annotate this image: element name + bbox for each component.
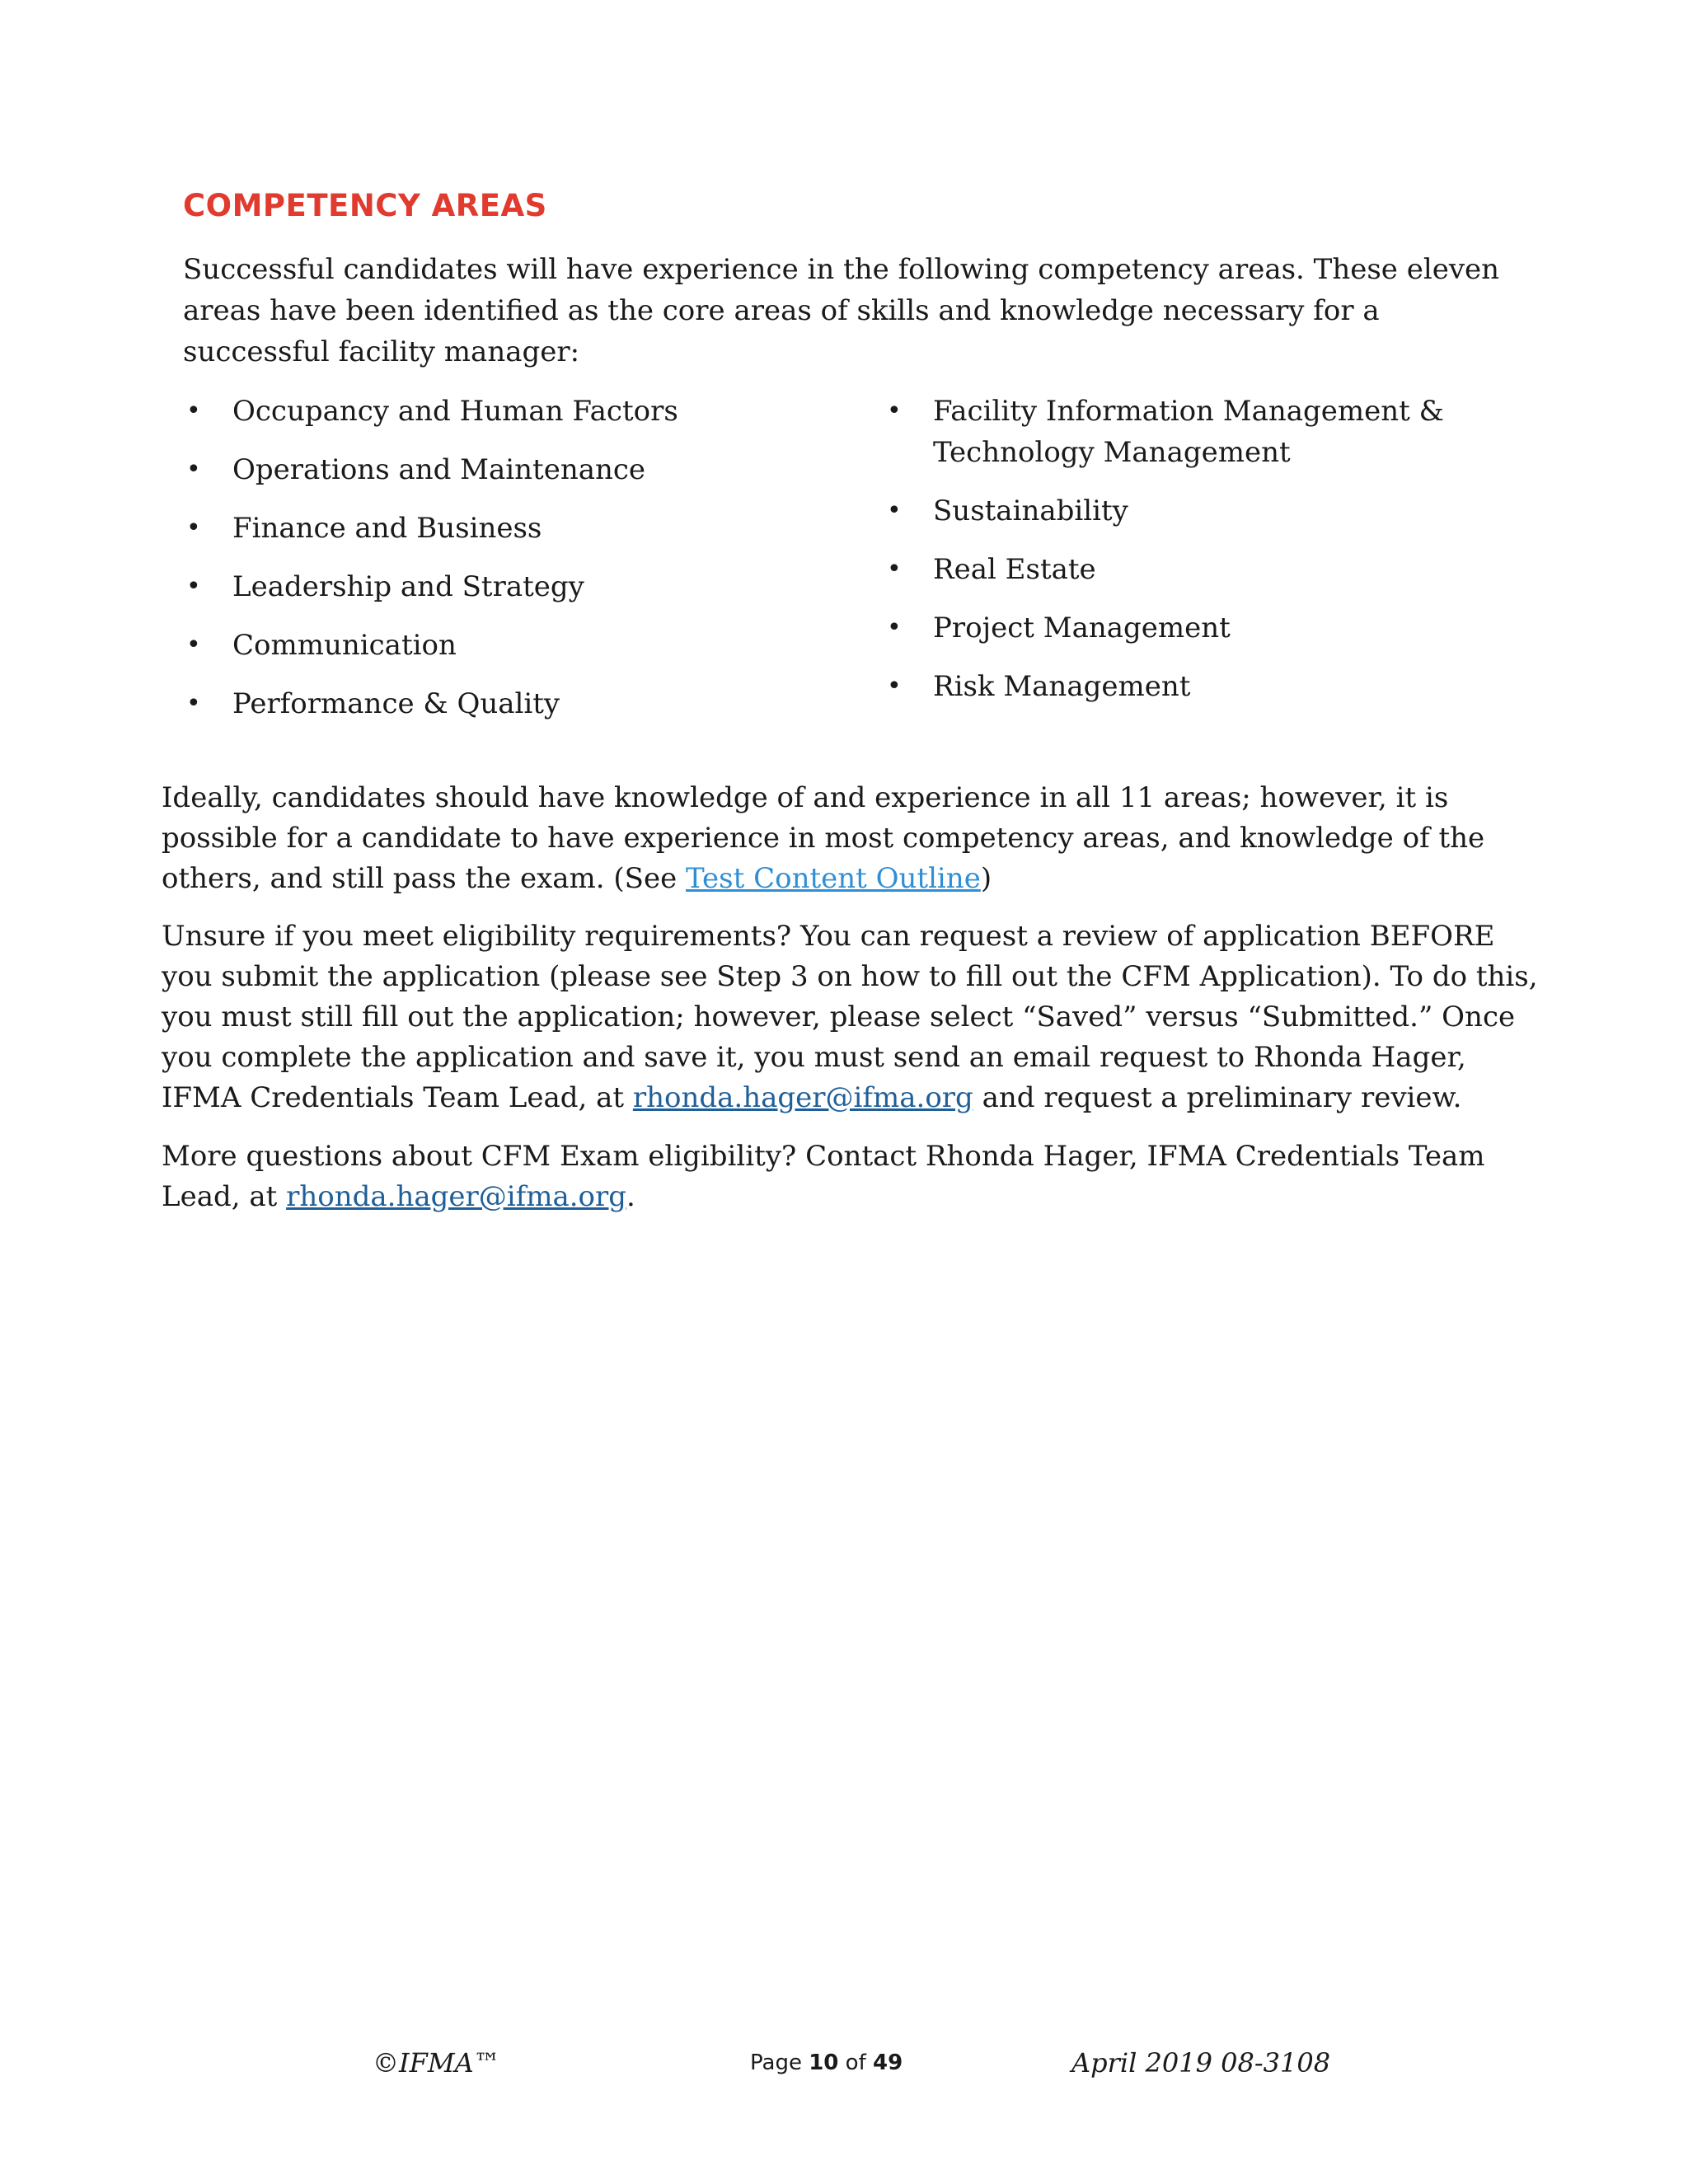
list-item	[884, 391, 1526, 473]
intro-paragraph: Successful candidates will have experience in the following competency areas. These eleven areas have been identified as the core areas of skills and knowledge necessary for a successful facility manager:	[183, 253, 1500, 368]
list-item-label: Occupancy and Human Factors	[232, 395, 678, 428]
list-item	[884, 607, 1526, 649]
competency-list-left	[183, 391, 842, 742]
page-current: 10	[809, 2050, 839, 2075]
questions-paragraph	[162, 1137, 1546, 1217]
review-paragraph	[162, 916, 1546, 1118]
list-item-label: Operations and Maintenance	[232, 453, 646, 486]
email-link[interactable]: rhonda.hager@ifma.org	[632, 1081, 973, 1114]
list-item	[183, 683, 842, 724]
bullet-icon: •	[186, 572, 201, 601]
list-item-label: Finance and Business	[232, 512, 542, 545]
paragraph-tail: .	[626, 1180, 635, 1213]
paragraph-text: More questions about CFM Exam eligibility? Contact Rhonda Hager, IFMA Credentials Team Lead, at	[162, 1140, 1485, 1213]
list-item	[183, 391, 842, 432]
test-content-outline-link[interactable]: Test Content Outline	[686, 862, 981, 895]
bullet-icon: •	[887, 555, 902, 583]
bullet-icon: •	[186, 630, 201, 659]
bullet-icon: •	[186, 396, 201, 425]
list-item	[183, 449, 842, 490]
bullet-icon: •	[186, 513, 201, 542]
bullet-icon: •	[887, 496, 902, 525]
competency-list-right	[884, 391, 1526, 724]
page-of: of	[845, 2050, 866, 2075]
list-item-label: Real Estate	[933, 553, 1096, 586]
list-item	[183, 625, 842, 666]
bullet-icon: •	[887, 613, 902, 642]
page-total: 49	[873, 2050, 903, 2075]
paragraph-tail: and request a preliminary review.	[973, 1081, 1462, 1114]
section-heading: COMPETENCY AREAS	[183, 188, 547, 223]
email-link[interactable]: rhonda.hager@ifma.org	[286, 1180, 627, 1213]
footer-copyright: ©IFMA™	[373, 2047, 500, 2079]
bullet-icon: •	[887, 396, 902, 425]
list-item	[183, 508, 842, 549]
page-footer	[0, 2047, 1688, 2088]
eligibility-paragraph	[162, 778, 1546, 899]
list-item	[884, 666, 1526, 707]
list-item-label: Leadership and Strategy	[232, 570, 584, 603]
bullet-icon: •	[186, 455, 201, 484]
list-item-label: Facility Information Management & Technology Management	[933, 395, 1444, 469]
list-item-label: Risk Management	[933, 670, 1191, 703]
list-item	[884, 490, 1526, 532]
list-item	[183, 566, 842, 607]
footer-page-number	[750, 2050, 903, 2075]
list-item-label: Performance & Quality	[232, 687, 560, 720]
paragraph-text: Unsure if you meet eligibility requirements? You can request a review of application BEFORE you submit the application (please see Step 3 on how to fill out the CFM Application). To do this, you must still fill out the application; however, please select “Saved” versus “Submitted.” Once you complete the application and save it, you must send an email request to Rhonda Hager, IFMA Credentials Team Lead, at	[162, 920, 1538, 1114]
list-item-label: Communication	[232, 629, 457, 662]
page-label: Page	[750, 2050, 802, 2075]
bullet-icon: •	[186, 689, 201, 718]
list-item	[884, 549, 1526, 590]
list-item-label: Sustainability	[933, 494, 1128, 527]
bullet-icon: •	[887, 672, 902, 701]
paragraph-text: Ideally, candidates should have knowledge of and experience in all 11 areas; however, it is possible for a candidate to have experience in most competency areas, and knowledge of the others, and still pass the exam. (See	[162, 781, 1485, 895]
list-item-label: Project Management	[933, 612, 1231, 644]
paragraph-close: )	[980, 862, 992, 895]
footer-date-code: April 2019 08-3108	[1071, 2047, 1331, 2079]
